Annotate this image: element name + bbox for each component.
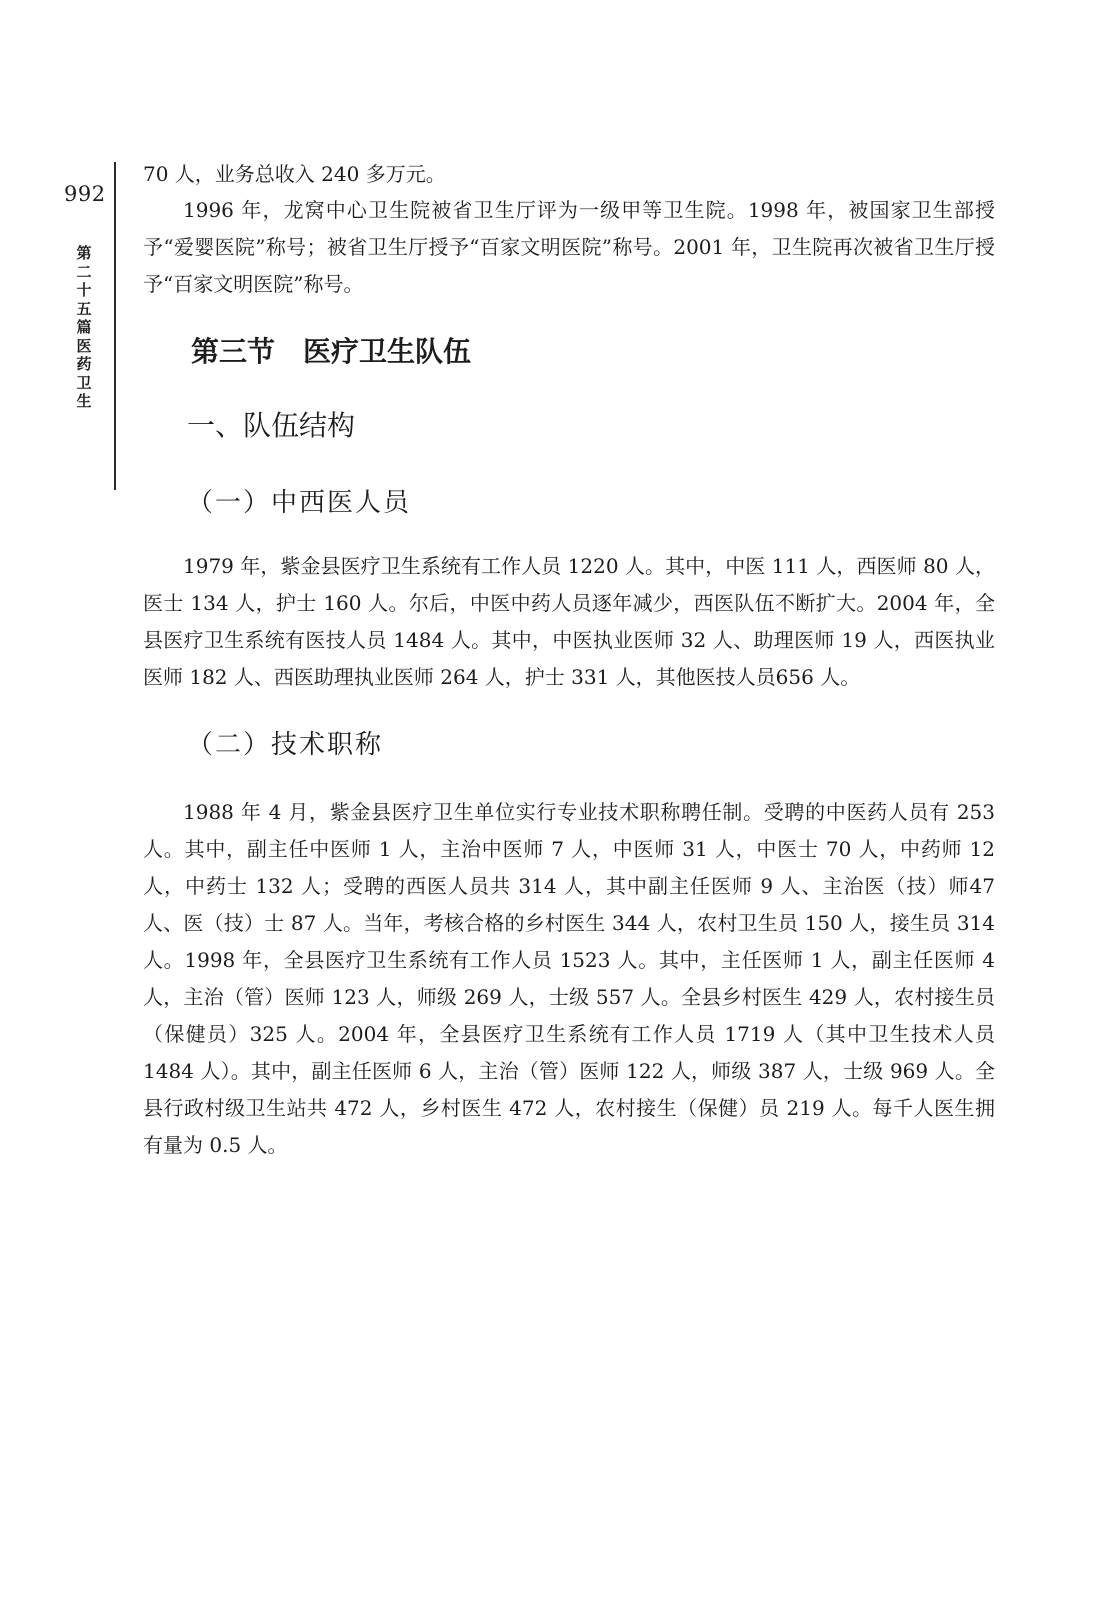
- heading-level-1: 一、队伍结构: [187, 409, 356, 442]
- paragraph-continuation: [143, 156, 995, 193]
- paragraph-text: 1996 年，龙窝中心卫生院被省卫生厅评为一级甲等卫生院。1998 年，被国家卫生部授予“爱婴医院”称号；被省卫生厅授予“百家文明医院”称号。2001 年，卫生院再次被省卫生厅授予“百家文明医院”称号。: [143, 198, 995, 296]
- paragraph-text: 70 人，业务总收入 240 多万元。: [143, 162, 446, 186]
- paragraph-text: 1979 年，紫金县医疗卫生系统有工作人员 1220 人。其中，中医 111 人，西医师 80 人，医士 134 人，护士 160 人。尔后，中医中药人员逐年减少，西医队伍不断扩大。2004 年，全县医疗卫生系统有医技人员 1484 人。其中，中医执业医师 32 人、助理医师 19 人，西医执业医师 182 人、西医助理执业医师 264 人，护士 331 人，其他医技人员656 人。: [143, 554, 995, 689]
- margin-rule: [114, 162, 116, 490]
- heading-level-2-titles: （二）技术职称: [187, 730, 384, 760]
- paragraph-hospital-honors: [143, 192, 995, 303]
- section-title: 第三节 医疗卫生队伍: [191, 335, 472, 368]
- running-head: 第二十五篇 医药 卫生: [76, 244, 92, 410]
- paragraph-technical-titles: [143, 794, 995, 1164]
- paragraph-text: 1988 年 4 月，紫金县医疗卫生单位实行专业技术职称聘任制。受聘的中医药人员有 253 人。其中，副主任中医师 1 人，主治中医师 7 人，中医师 31 人，中医士 70 人，中药师 12 人，中药士 132 人；受聘的西医人员共 314 人，其中副主任医师 9 人、主治医（技）师47 人、医（技）士 87 人。当年，考核合格的乡村医生 344 人，农村卫生员 150 人，接生员 314 人。1998 年，全县医疗卫生系统有工作人员 1523 人。其中，主任医师 1 人，副主任医师 4 人，主治（管）医师 123 人，师级 269 人，士级 557 人。全县乡村医生 429 人，农村接生员（保健员）325 人。2004 年，全县医疗卫生系统有工作人员 1719 人（其中卫生技术人员 1484 人）。其中，副主任医师 6 人，主治（管）医师 122 人，师级 387 人，士级 969 人。全县行政村级卫生站共 472 人，乡村医生 472 人，农村接生（保健）员 219 人。每千人医生拥有量为 0.5 人。: [143, 800, 995, 1157]
- paragraph-staff-structure: [143, 548, 995, 696]
- heading-level-2-staff: （一）中西医人员: [187, 488, 412, 518]
- page-number: 992: [64, 182, 106, 206]
